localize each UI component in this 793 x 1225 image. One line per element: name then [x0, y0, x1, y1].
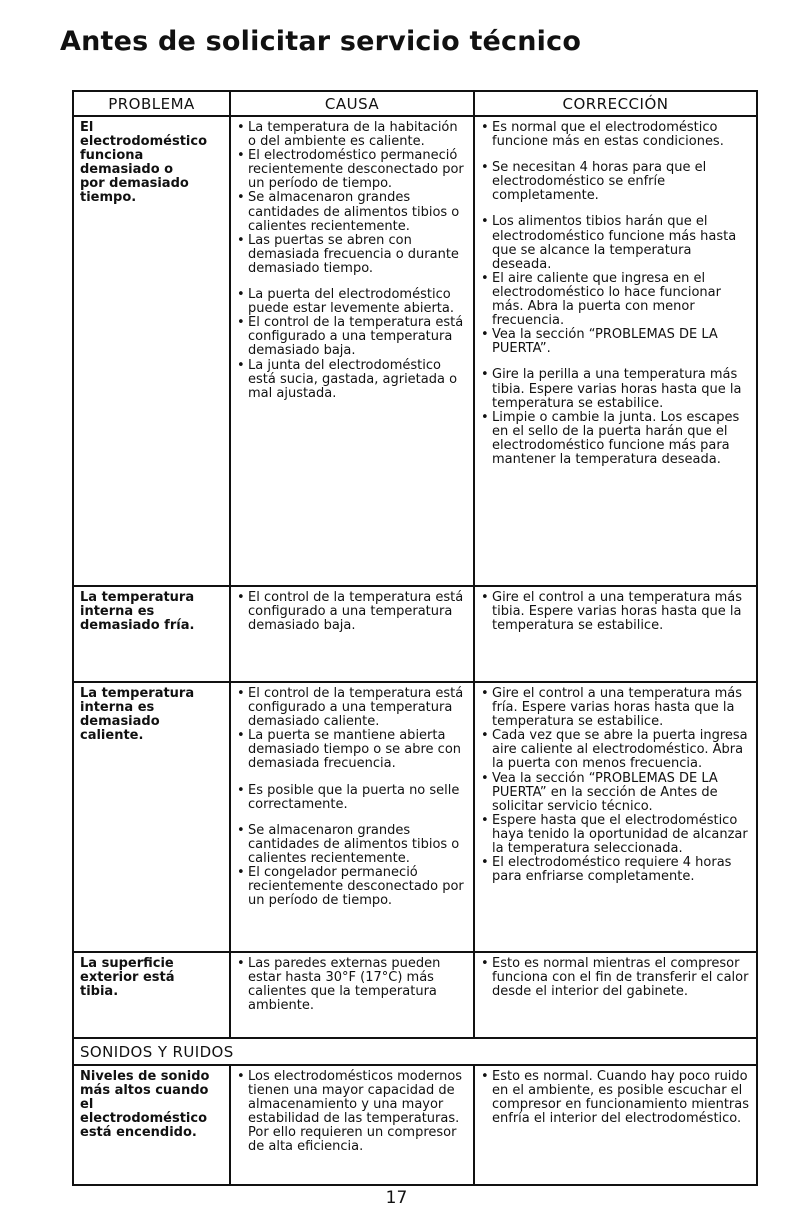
correction-item: • Los alimentos tibios harán que el electrodoméstico funcione más hasta que se alcance la temperatura deseada.: [481, 215, 750, 271]
problem-cell: El electrodoméstico funciona demasiado o por demasiado tiempo.: [73, 116, 230, 586]
table-header-row: [73, 91, 757, 116]
header-cause: CAUSA: [230, 91, 474, 116]
cause-cell: [230, 1065, 474, 1185]
cause-item: • El control de la temperatura está configurado a una temperatura demasiado baja.: [237, 316, 467, 358]
header-problem: PROBLEMA: [73, 91, 230, 116]
cause-item: • Los electrodomésticos modernos tienen una mayor capacidad de almacenamiento y una mayor estabilidad de las temperaturas. Por ello requieren un compresor de alta eficiencia.: [237, 1070, 467, 1155]
correction-item: • Esto es normal. Cuando hay poco ruido en el ambiente, es posible escuchar el compresor en funcionamiento mientras enfría el interior del electrodoméstico.: [481, 1070, 750, 1126]
correction-item: • Es normal que el electrodoméstico funcione más en estas condiciones.: [481, 121, 750, 149]
correction-item: • Limpie o cambie la junta. Los escapes en el sello de la puerta harán que el electrodoméstico funcione más para mantener la temperatura deseada.: [481, 411, 750, 467]
correction-cell: [474, 1065, 757, 1185]
cause-item: • El electrodoméstico permaneció recientemente desconectado por un período de tiempo.: [237, 149, 467, 191]
cause-item: • Las puertas se abren con demasiada frecuencia o durante demasiado tiempo.: [237, 234, 467, 276]
header-correction: CORRECCIÓN: [474, 91, 757, 116]
cause-cell: [230, 952, 474, 1038]
correction-cell: [474, 586, 757, 682]
cause-item: • La puerta del electrodoméstico puede estar levemente abierta.: [237, 288, 467, 316]
correction-item: • El electrodoméstico requiere 4 horas para enfriarse completamente.: [481, 856, 750, 884]
section-header-row: [73, 1038, 757, 1065]
correction-item: • Gire la perilla a una temperatura más tibia. Espere varias horas hasta que la temperatura se estabilice.: [481, 368, 750, 410]
cause-item: • La temperatura de la habitación o del ambiente es caliente.: [237, 121, 467, 149]
page-title: Antes de solicitar servicio técnico: [60, 26, 582, 57]
table-row: [73, 682, 757, 952]
cause-item: • Es posible que la puerta no selle correctamente.: [237, 784, 467, 812]
correction-cell: [474, 952, 757, 1038]
cause-item: • La junta del electrodoméstico está sucia, gastada, agrietada o mal ajustada.: [237, 359, 467, 401]
troubleshooting-table: [72, 90, 758, 1186]
table-row: [73, 586, 757, 682]
cause-cell: [230, 586, 474, 682]
cause-item: • Las paredes externas pueden estar hasta 30°F (17°C) más calientes que la temperatura ambiente.: [237, 957, 467, 1013]
correction-item: • Gire el control a una temperatura más tibia. Espere varias horas hasta que la temperatura se estabilice.: [481, 591, 750, 633]
section-title: SONIDOS Y RUIDOS: [73, 1038, 757, 1065]
cause-item: • La puerta se mantiene abierta demasiado tiempo o se abre con demasiada frecuencia.: [237, 729, 467, 771]
correction-cell: [474, 116, 757, 586]
correction-cell: [474, 682, 757, 952]
cause-cell: [230, 116, 474, 586]
table-row: [73, 116, 757, 586]
problem-cell: La temperatura interna es demasiado fría.: [73, 586, 230, 682]
correction-item: • Espere hasta que el electrodoméstico haya tenido la oportunidad de alcanzar la temperatura seleccionada.: [481, 814, 750, 856]
correction-item: • Gire el control a una temperatura más fría. Espere varias horas hasta que la temperatura se estabilice.: [481, 687, 750, 729]
problem-cell: La temperatura interna es demasiado caliente.: [73, 682, 230, 952]
correction-item: • Cada vez que se abre la puerta ingresa aire caliente al electrodoméstico. Abra la puerta con menos frecuencia.: [481, 729, 750, 771]
table-row: [73, 1065, 757, 1185]
correction-item: • Esto es normal mientras el compresor funciona con el fin de transferir el calor desde el interior del gabinete.: [481, 957, 750, 999]
problem-cell: Niveles de sonido más altos cuando el electrodoméstico está encendido.: [73, 1065, 230, 1185]
correction-item: • Vea la sección “PROBLEMAS DE LA PUERTA”.: [481, 328, 750, 356]
correction-item: • Se necesitan 4 horas para que el electrodoméstico se enfríe completamente.: [481, 161, 750, 203]
problem-cell: La superficie exterior está tibia.: [73, 952, 230, 1038]
cause-cell: [230, 682, 474, 952]
correction-item: • El aire caliente que ingresa en el electrodoméstico lo hace funcionar más. Abra la puerta con menor frecuencia.: [481, 272, 750, 328]
cause-item: • El control de la temperatura está configurado a una temperatura demasiado caliente.: [237, 687, 467, 729]
cause-item: • Se almacenaron grandes cantidades de alimentos tibios o calientes recientemente.: [237, 824, 467, 866]
cause-item: • El control de la temperatura está configurado a una temperatura demasiado baja.: [237, 591, 467, 633]
correction-item: • Vea la sección “PROBLEMAS DE LA PUERTA” en la sección de Antes de solicitar servicio técnico.: [481, 772, 750, 814]
page-number: 17: [385, 1188, 408, 1208]
cause-item: • El congelador permaneció recientemente desconectado por un período de tiempo.: [237, 866, 467, 908]
cause-item: • Se almacenaron grandes cantidades de alimentos tibios o calientes recientemente.: [237, 191, 467, 233]
table-row: [73, 952, 757, 1038]
